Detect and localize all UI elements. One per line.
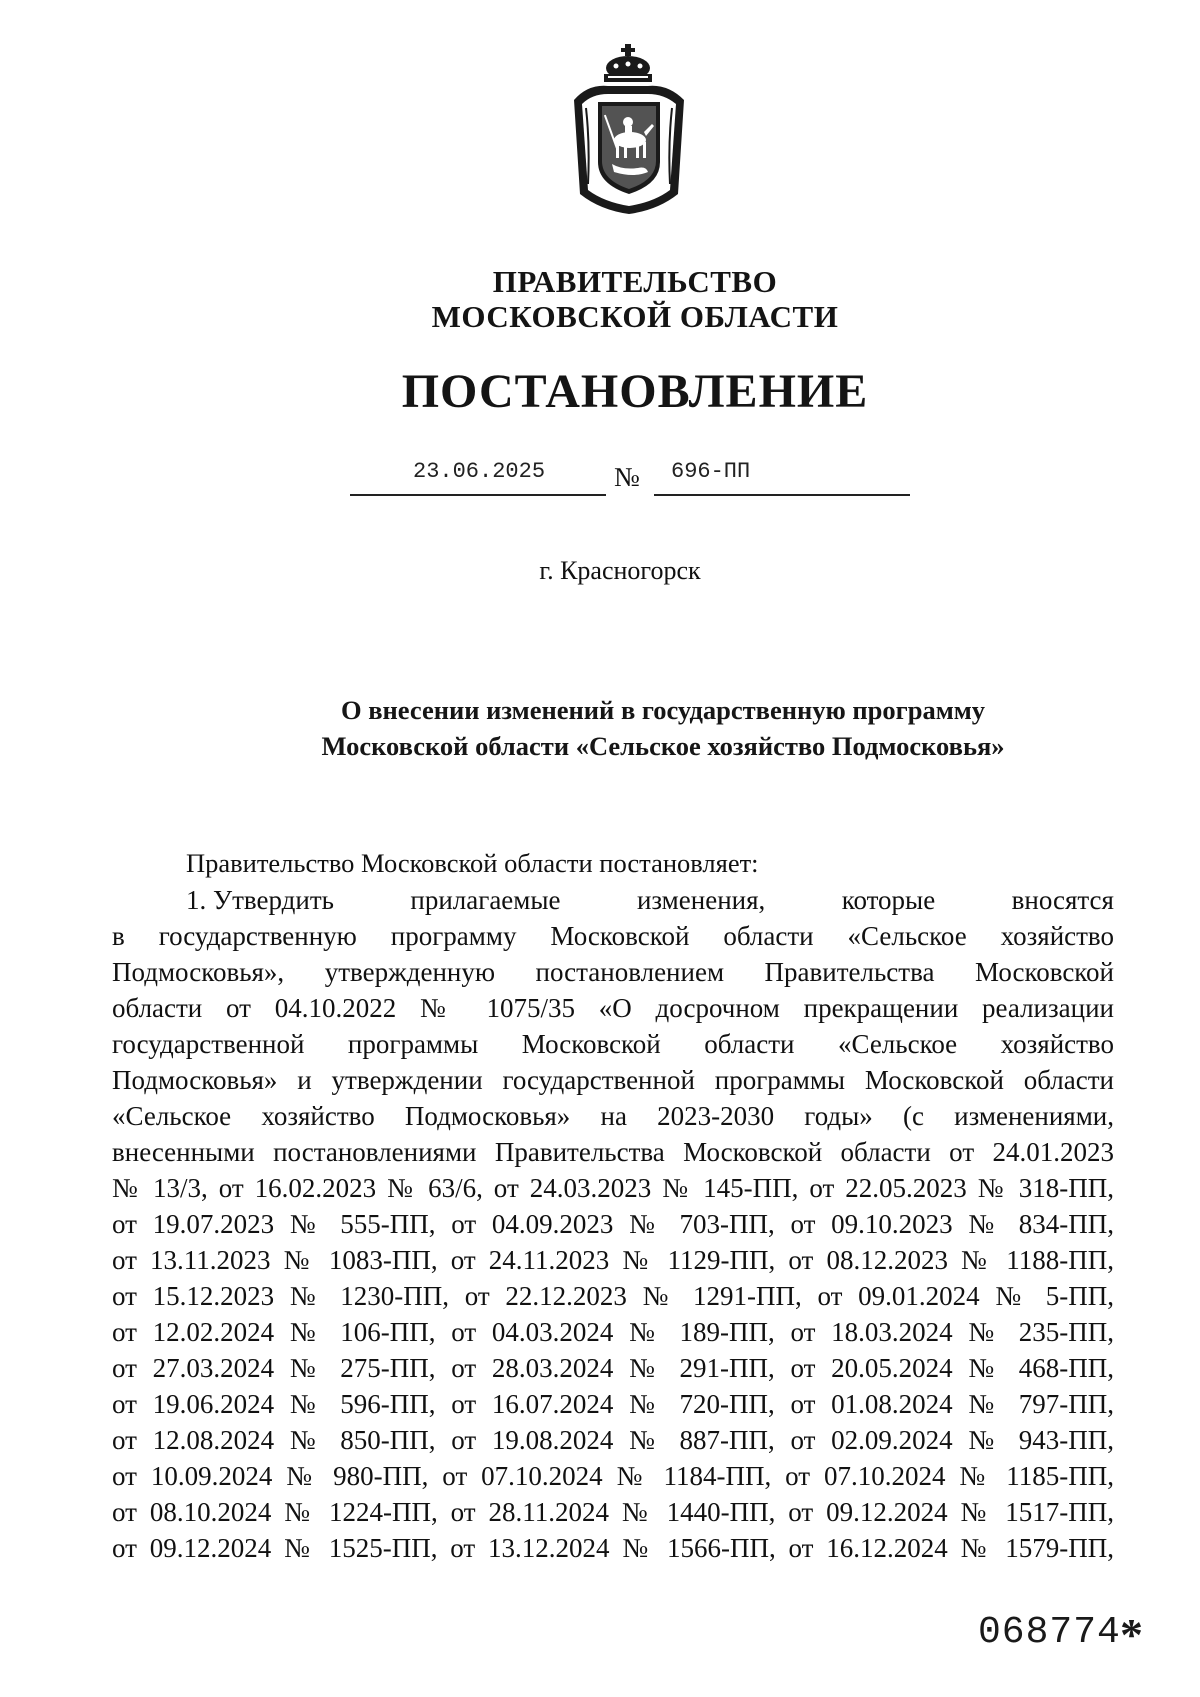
body-line: от 12.08.2024 № 850-ПП, от 19.08.2024 № 887-ПП, от 02.09.2024 № 943-ПП, bbox=[112, 1425, 1114, 1455]
body-line: от 10.09.2024 № 980-ПП, от 07.10.2024 № 1184-ПП, от 07.10.2024 № 1185-ПП, bbox=[112, 1461, 1114, 1491]
organization-name-line1: ПРАВИТЕЛЬСТВО bbox=[492, 264, 778, 299]
body-line: от 15.12.2023 № 1230-ПП, от 22.12.2023 № 1291-ПП, от 09.01.2024 № 5-ПП, bbox=[112, 1281, 1114, 1311]
subject-line-1: О внесении изменений в государственную программу bbox=[340, 695, 986, 725]
body-line: от 09.12.2024 № 1525-ПП, от 13.12.2024 № 1566-ПП, от 16.12.2024 № 1579-ПП, bbox=[112, 1533, 1114, 1563]
body-line: от 19.07.2023 № 555-ПП, от 04.09.2023 № 703-ПП, от 09.10.2023 № 834-ПП, bbox=[112, 1209, 1114, 1239]
number-sign: № bbox=[614, 462, 640, 492]
body-line: от 08.10.2024 № 1224-ПП, от 28.11.2024 № 1440-ПП, от 09.12.2024 № 1517-ПП, bbox=[112, 1497, 1114, 1527]
item-1-word: вносятся bbox=[1011, 885, 1114, 915]
serial-number: 068774 bbox=[978, 1611, 1121, 1654]
body-line: Подмосковья», утвержденную постановлением Правительства Московской bbox=[112, 957, 1114, 987]
subject-line-2: Московской области «Сельское хозяйство Подмосковья» bbox=[321, 731, 1005, 761]
item-1-first-line bbox=[186, 882, 1114, 918]
coat-of-arms-icon bbox=[568, 44, 690, 216]
asterisk-mark: * bbox=[1120, 1609, 1143, 1660]
body-line: № 13/3, от 16.02.2023 № 63/6, от 24.03.2023 № 145-ПП, от 22.05.2023 № 318-ПП, bbox=[112, 1173, 1114, 1203]
document-type-title: ПОСТАНОВЛЕНИЕ bbox=[401, 365, 869, 418]
item-1-word: прилагаемые bbox=[410, 885, 561, 915]
item-1-word: изменения, bbox=[636, 885, 766, 915]
document-number: 696-ПП bbox=[671, 459, 751, 484]
body-line: «Сельское хозяйство Подмосковья» на 2023-2030 годы» (с изменениями, bbox=[112, 1101, 1114, 1131]
body-line: от 19.06.2024 № 596-ПП, от 16.07.2024 № 720-ПП, от 01.08.2024 № 797-ПП, bbox=[112, 1389, 1114, 1419]
number-underline bbox=[654, 494, 910, 496]
body-line: области от 04.10.2022 № 1075/35 «О досрочном прекращении реализации bbox=[112, 993, 1114, 1023]
document-date: 23.06.2025 bbox=[413, 459, 546, 484]
body-line: от 13.11.2023 № 1083-ПП, от 24.11.2023 № 1129-ПП, от 08.12.2023 № 1188-ПП, bbox=[112, 1245, 1114, 1275]
preamble: Правительство Московской области постановляет: bbox=[186, 848, 759, 878]
body-line: от 27.03.2024 № 275-ПП, от 28.03.2024 № 291-ПП, от 20.05.2024 № 468-ПП, bbox=[112, 1353, 1114, 1383]
city-name: г. Красногорск bbox=[539, 556, 701, 585]
date-underline bbox=[350, 494, 606, 496]
body-line: Подмосковья» и утверждении государственной программы Московской области bbox=[112, 1065, 1114, 1095]
body-line: в государственную программу Московской области «Сельское хозяйство bbox=[112, 921, 1114, 951]
body-line: внесенными постановлениями Правительства Московской области от 24.01.2023 bbox=[112, 1137, 1114, 1167]
body-line: государственной программы Московской области «Сельское хозяйство bbox=[112, 1029, 1114, 1059]
organization-name-line2: МОСКОВСКОЙ ОБЛАСТИ bbox=[431, 299, 839, 334]
item-1-word: которые bbox=[841, 885, 936, 915]
body-line: от 12.02.2024 № 106-ПП, от 04.03.2024 № 189-ПП, от 18.03.2024 № 235-ПП, bbox=[112, 1317, 1114, 1347]
item-1-word: 1. Утвердить bbox=[186, 885, 334, 915]
